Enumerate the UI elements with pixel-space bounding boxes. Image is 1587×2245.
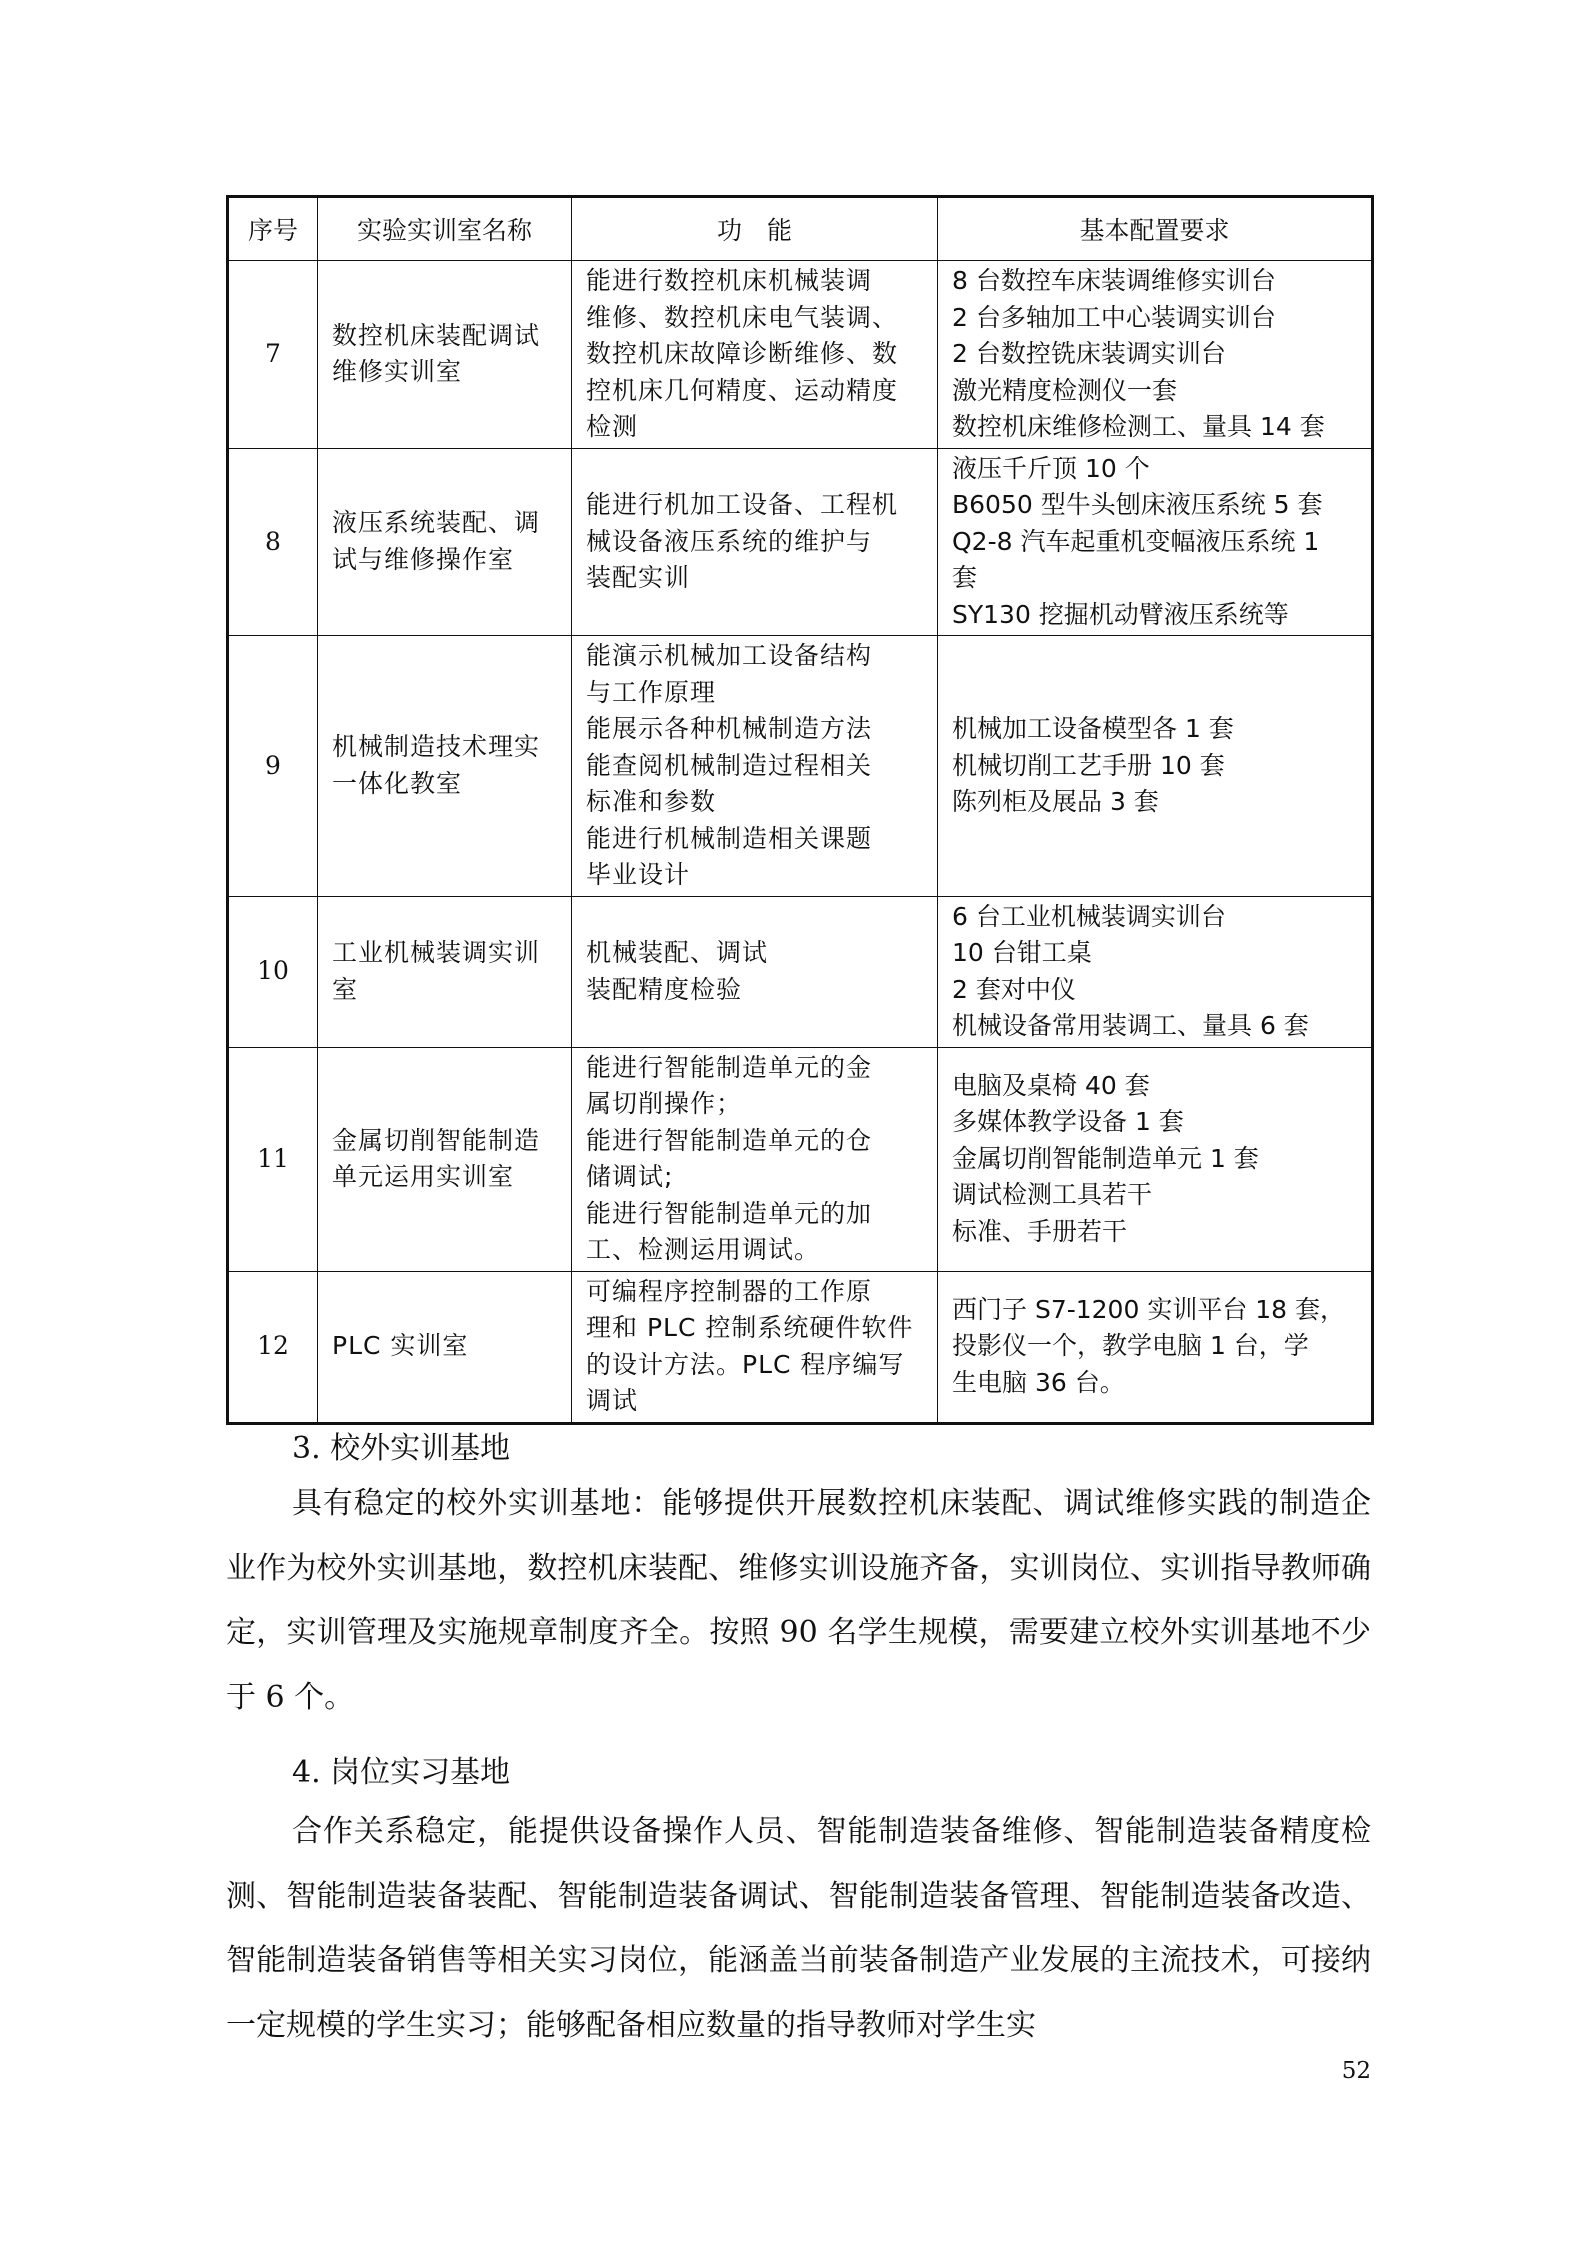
cell-config-line: 生电脑 36 台。 <box>952 1367 1125 1397</box>
section-3-paragraph: 具有稳定的校外实训基地：能够提供开展数控机床装配、调试维修实践的制造企业作为校外实训基地，数控机床装配、维修实训设施齐备，实训岗位、实训指导教师确定，实训管理及实施规章制度齐全。按照 90 名学生规模，需要建立校外实训基地不少于 6 个。 <box>226 1486 1371 1715</box>
cell-lab-name <box>318 261 572 449</box>
cell-function-line: 毕业设计 <box>586 860 691 889</box>
cell-function-line: 机械装配、调试 <box>586 938 769 967</box>
cell-number: 10 <box>228 896 318 1047</box>
section-3-heading: 3. 校外实训基地 <box>292 1431 511 1466</box>
cell-config-line: 陈列柜及展品 3 套 <box>952 787 1159 816</box>
cell-lab-name <box>318 448 572 636</box>
cell-function <box>572 636 938 897</box>
header-lab-name: 实验实训室名称 <box>318 197 572 261</box>
cell-function <box>572 896 938 1047</box>
cell-config-line: 西门子 S7-1200 实训平台 18 套， <box>952 1294 1346 1324</box>
cell-function-line: 维修、数控机床电气装调、 <box>586 302 899 332</box>
cell-lab-name-line: 室 <box>332 974 359 1004</box>
cell-config-line: 机械切削工艺手册 10 套 <box>952 750 1225 780</box>
cell-function <box>572 1047 938 1271</box>
cell-config-line: 电脑及桌椅 40 套 <box>952 1070 1150 1100</box>
cell-config-line: 标准、手册若干 <box>952 1216 1128 1246</box>
cell-config-line: 多媒体教学设备 1 套 <box>952 1107 1184 1137</box>
cell-function-line: 标准和参数 <box>586 787 717 816</box>
cell-function-line: 控机床几何精度、运动精度 <box>586 375 899 405</box>
cell-lab-name-line: 单元运用实训室 <box>332 1162 515 1191</box>
cell-function-line: 能进行智能制造单元的仓 <box>586 1125 873 1155</box>
header-function: 功 能 <box>572 197 938 261</box>
cell-number: 11 <box>228 1047 318 1271</box>
cell-config-line: 液压千斤顶 10 个 <box>952 453 1150 483</box>
cell-function-line: 可编程序控制器的工作原 <box>586 1276 873 1306</box>
cell-config <box>938 448 1373 636</box>
table-row <box>228 261 1373 449</box>
cell-config-line: 2 套对中仪 <box>952 974 1076 1004</box>
cell-lab-name-line: 维修实训室 <box>332 357 463 387</box>
header-config: 基本配置要求 <box>938 197 1373 261</box>
section-4-heading: 4. 岗位实习基地 <box>292 1755 511 1790</box>
cell-function-line: 能演示机械加工设备结构 <box>586 641 873 670</box>
cell-function-line: 能展示各种机械制造方法 <box>586 714 873 743</box>
cell-function-line: 能查阅机械制造过程相关 <box>586 750 873 780</box>
cell-function-line: 能进行机加工设备、工程机 <box>586 490 899 519</box>
cell-function-line: 能进行机械制造相关课题 <box>586 823 873 853</box>
cell-number: 9 <box>228 636 318 897</box>
cell-lab-name-line: 数控机床装配调试 <box>332 320 541 350</box>
cell-function <box>572 261 938 449</box>
table-row <box>228 636 1373 897</box>
cell-function-line: 的设计方法。PLC 程序编写 <box>586 1349 905 1379</box>
cell-lab-name-line: 机械制造技术理实 <box>332 732 541 762</box>
page-number: 52 <box>1341 2058 1371 2084</box>
section-4-body <box>226 1800 1371 2058</box>
cell-config-line: 调试检测工具若干 <box>952 1180 1153 1210</box>
cell-config-line: 6 台工业机械装调实训台 <box>952 901 1226 931</box>
cell-config-line: 机械加工设备模型各 1 套 <box>952 714 1234 743</box>
cell-function-line: 工、检测运用调试。 <box>586 1235 821 1264</box>
cell-config-line: 激光精度检测仪一套 <box>952 375 1178 405</box>
cell-number: 7 <box>228 261 318 449</box>
cell-lab-name-line: 试与维修操作室 <box>332 544 515 574</box>
table-row <box>228 448 1373 636</box>
cell-config-line: Q2-8 汽车起重机变幅液压系统 1 <box>952 526 1320 556</box>
table-row <box>228 1047 1373 1271</box>
table-row <box>228 896 1373 1047</box>
cell-lab-name <box>318 1271 572 1423</box>
cell-function-line: 能进行智能制造单元的加 <box>586 1198 873 1228</box>
cell-config-line: 数控机床维修检测工、量具 14 套 <box>952 412 1325 441</box>
cell-function-line: 与工作原理 <box>586 677 717 707</box>
cell-lab-name <box>318 1047 572 1271</box>
header-number: 序号 <box>228 197 318 261</box>
cell-lab-name-line: 液压系统装配、调 <box>332 508 541 538</box>
section-3-body <box>226 1472 1371 1730</box>
cell-config-line: 10 台钳工桌 <box>952 938 1092 967</box>
cell-number: 8 <box>228 448 318 636</box>
cell-function-line: 检测 <box>586 412 639 441</box>
cell-config-line: SY130 挖掘机动臂液压系统等 <box>952 599 1289 629</box>
cell-lab-name <box>318 636 572 897</box>
cell-config <box>938 1271 1373 1423</box>
cell-function-line: 储调试; <box>586 1162 674 1191</box>
cell-config-line: 8 台数控车床装调维修实训台 <box>952 266 1276 295</box>
cell-function-line: 能进行智能制造单元的金 <box>586 1052 873 1082</box>
section-4-paragraph: 合作关系稳定，能提供设备操作人员、智能制造装备维修、智能制造装备精度检测、智能制造装备装配、智能制造装备调试、智能制造装备管理、智能制造装备改造、智能制造装备销售等相关实习岗位，能涵盖当前装备制造产业发展的主流技术，可接纳一定规模的学生实习；能够配备相应数量的指导教师对学生实 <box>226 1814 1371 2043</box>
cell-function-line: 械设备液压系统的维护与 <box>586 526 873 556</box>
cell-config-line: B6050 型牛头刨床液压系统 5 套 <box>952 490 1323 519</box>
cell-config-line: 机械设备常用装调工、量具 6 套 <box>952 1011 1309 1040</box>
cell-number: 12 <box>228 1271 318 1423</box>
lab-table <box>226 195 1374 1425</box>
cell-function-line: 装配精度检验 <box>586 974 743 1004</box>
cell-lab-name-line: 工业机械装调实训 <box>332 938 541 967</box>
cell-function-line: 能进行数控机床机械装调 <box>586 266 873 295</box>
cell-config-line: 金属切削智能制造单元 1 套 <box>952 1143 1259 1173</box>
lab-table-container <box>226 195 1371 1425</box>
cell-lab-name <box>318 896 572 1047</box>
cell-config-line: 套 <box>952 563 978 592</box>
cell-config <box>938 261 1373 449</box>
cell-function-line: 数控机床故障诊断维修、数 <box>586 339 899 368</box>
cell-function-line: 调试 <box>586 1386 639 1415</box>
cell-function <box>572 448 938 636</box>
table-row <box>228 1271 1373 1423</box>
cell-lab-name-line: PLC 实训室 <box>332 1331 469 1361</box>
cell-config-line: 2 台数控铣床装调实训台 <box>952 339 1226 368</box>
cell-config <box>938 636 1373 897</box>
cell-function-line: 理和 PLC 控制系统硬件软件 <box>586 1313 914 1342</box>
cell-config-line: 投影仪一个，教学电脑 1 台，学 <box>952 1331 1309 1361</box>
cell-lab-name-line: 金属切削智能制造 <box>332 1125 541 1155</box>
cell-config <box>938 1047 1373 1271</box>
cell-config-line: 2 台多轴加工中心装调实训台 <box>952 302 1276 332</box>
cell-function-line: 装配实训 <box>586 563 691 592</box>
cell-lab-name-line: 一体化教室 <box>332 768 463 798</box>
cell-function-line: 属切削操作； <box>586 1089 743 1118</box>
cell-config <box>938 896 1373 1047</box>
cell-function <box>572 1271 938 1423</box>
table-header-row <box>228 197 1373 261</box>
